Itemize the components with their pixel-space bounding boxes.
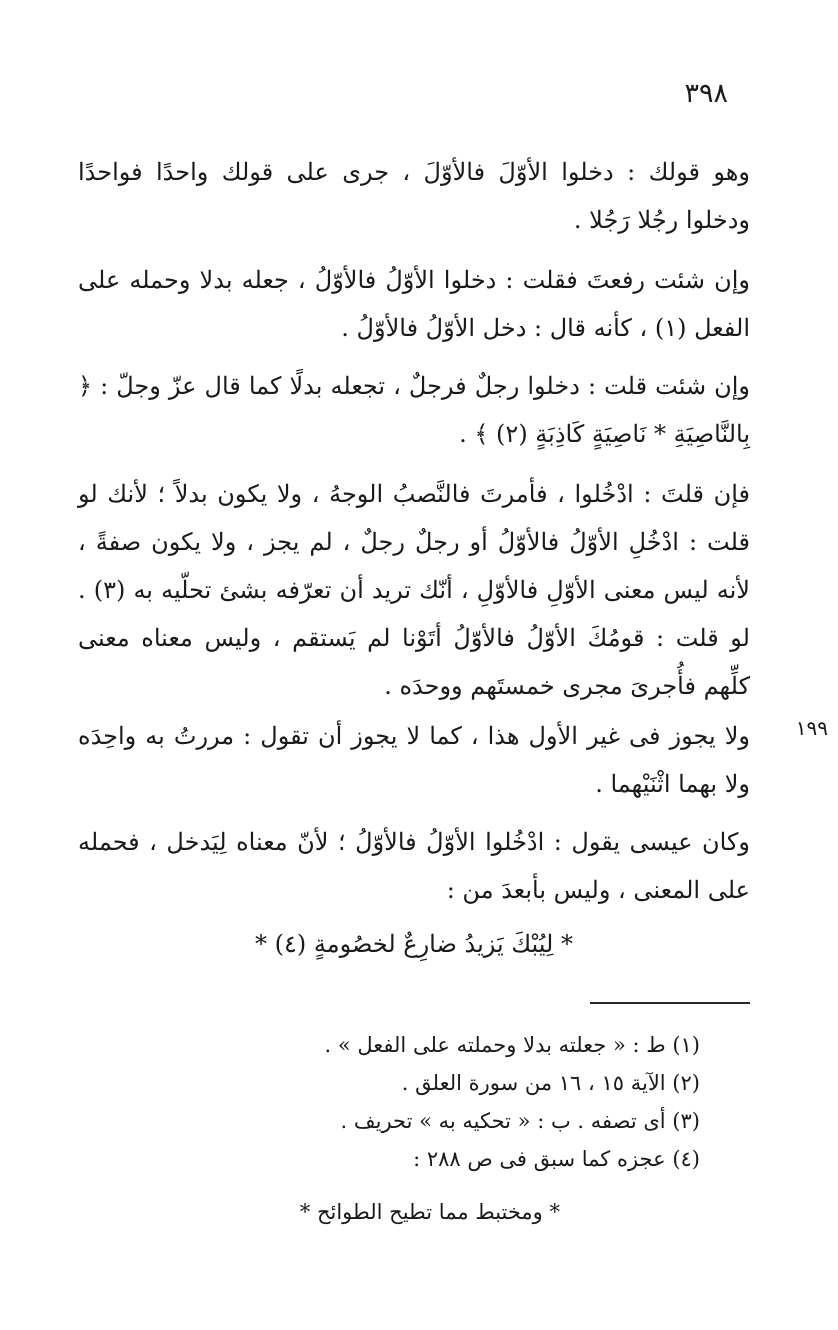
quoted-verse: * لِيُبْكَ يَزيدُ ضارِعٌ لخصُومةٍ (٤) * bbox=[255, 930, 573, 958]
footnote-1: (١) ط : « جعلته بدلا وحملته على الفعل » . bbox=[324, 1033, 700, 1057]
paragraph: فإن قلتَ : ادْخُلوا ، فأمرتَ فالنَّصبُ الوجهُ ، ولا يكون بدلاً ؛ لأنك لو قلت : ادْخُلِ الأوّلُ فالأوّلُ أو رجلٌ رجلٌ ، لم يجز ، ولا يكون صفةً ، لأنه ليس معنى الأوّلِ فالأوّلِ ، أنّك تريد أن تعرّفه بشئ تحلّيه به (٣) . لو قلت : قومُكَ الأوّلُ فالأوّلُ أتَوْنا لم يَستقم ، وليس معناه معنى كلِّهم فأُجرىَ مجرى خمستَهم ووحدَه . bbox=[78, 480, 750, 700]
margin-page-reference: ١٩٩ bbox=[795, 716, 828, 740]
paragraph: وكان عيسى يقول : ادْخُلوا الأوّلُ فالأوّلُ ؛ لأنّ معناه لِيَدخل ، فحمله على المعنى ، وليس بأبعدَ من : bbox=[78, 828, 750, 904]
paragraph: وهو قولك : دخلوا الأوّلَ فالأوّلَ ، جرى على قولك واحدًا فواحدًا ودخلوا رجُلا رَجُلا . bbox=[78, 158, 750, 234]
page-number: ٣٩٨ bbox=[684, 78, 728, 109]
paragraph: وإن شئت قلت : دخلوا رجلٌ فرجلٌ ، تجعله بدلًا كما قال عزّ وجلّ : ﴿ بِالنَّاصِيَةِ * نَاصِيَةٍ كَاذِبَةٍ (٢) ﴾ . bbox=[78, 372, 750, 448]
footnote-3: (٣) أى تصفه . ب : « تحكيه به » تحريف . bbox=[340, 1109, 700, 1133]
footnotes bbox=[300, 1026, 700, 1178]
paragraph: وإن شئت رفعتَ فقلت : دخلوا الأوّلُ فالأوّلُ ، جعله بدلا وحمله على الفعل (١) ، كأنه قال : دخل الأوّلُ فالأوّلُ . bbox=[78, 266, 750, 342]
footnote-4: (٤) عجزه كما سبق فى ص ٢٨٨ : bbox=[413, 1147, 700, 1171]
footnote-divider bbox=[590, 1002, 750, 1004]
footnote-verse: * ومختبط مما تطيح الطوائح * bbox=[299, 1200, 560, 1224]
paragraph: ولا يجوز فى غير الأول هذا ، كما لا يجوز أن تقول : مررتُ به واحِدَه ولا بهما اثْنَيْهما . bbox=[78, 722, 750, 798]
footnote-2: (٢) الآية ١٥ ، ١٦ من سورة العلق . bbox=[401, 1071, 700, 1095]
